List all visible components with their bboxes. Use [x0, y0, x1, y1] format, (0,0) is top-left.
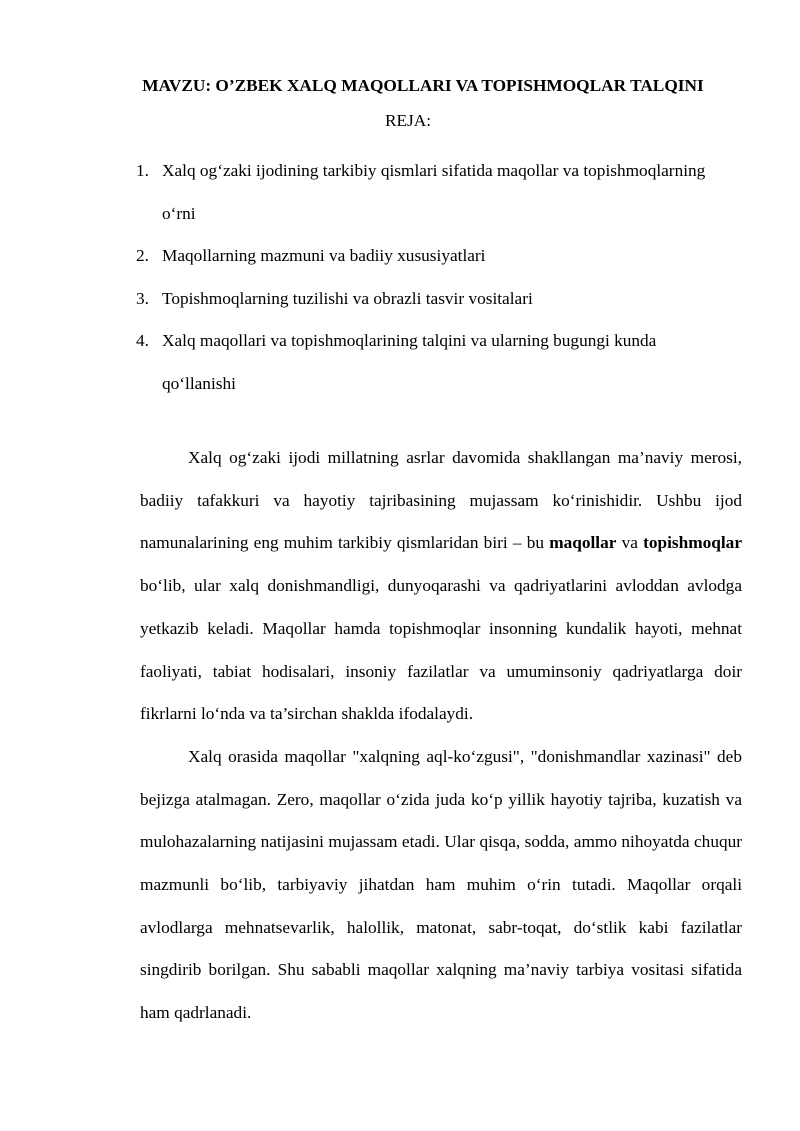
paragraph-intro — [140, 437, 742, 736]
plan-item-number: 3. — [136, 288, 149, 308]
plan-item-number: 4. — [136, 331, 149, 350]
plan-list — [136, 150, 706, 405]
plan-item-text: Maqollarning mazmuni va badiiy xususiyatlari — [162, 246, 486, 265]
plan-item-text: Xalq maqollari va topishmoqlarining talqini va ularning bugungi kunda qo‘llanishi — [162, 331, 657, 393]
paragraph-text: va — [616, 533, 644, 553]
paragraph-text: Xalq og‘zaki ijodi millatning asrlar davomida shakllangan ma’naviy merosi, badiiy tafakkuri va hayotiy tajribasining mujassam ko‘rinishidir. Ushbu ijod namunalarining eng muhim tarkibiy qismlaridan biri – bu — [140, 448, 742, 553]
plan-item-number: 2. — [136, 246, 149, 265]
plan-item — [136, 235, 706, 278]
plan-item-number: 1. — [136, 161, 149, 180]
body-text — [140, 437, 742, 1035]
plan-item — [136, 320, 706, 405]
bold-term-topishmoqlar: topishmoqlar — [643, 533, 742, 553]
paragraph-text: bo‘lib, ular xalq donishmandligi, dunyoqarashi va qadriyatlarini avloddan avlodga yetkazib keladi. Maqollar hamda topishmoqlar insonning kundalik hayoti, mehnat faoliyati, tabiat hodisalari, insoniy fazilatlar va umuminsoniy qadriyatlarga doir fikrlarni lo‘nda va ta’sirchan shaklda ifodalaydi. — [140, 576, 742, 724]
plan-item — [136, 278, 706, 321]
plan-item-text: Topishmoqlarning tuzilishi va obrazli tasvir vositalari — [162, 288, 533, 308]
document-title: MAVZU: O’ZBEK XALQ MAQOLLARI VA TOPISHMOQLAR TALQINI — [142, 76, 704, 95]
bold-term-maqollar: maqollar — [549, 533, 617, 553]
plan-item-text: Xalq og‘zaki ijodining tarkibiy qismlari sifatida maqollar va topishmoqlarning o‘rni — [162, 161, 706, 223]
plan-item — [136, 150, 706, 235]
plan-heading: REJA: — [384, 111, 432, 130]
paragraph-maqollar: Xalq orasida maqollar "xalqning aql-ko‘zgusi", "donishmandlar xazinasi" deb bejizga atalmagan. Zero, maqollar o‘zida juda ko‘p yillik hayotiy tajriba, kuzatish va mulohazalarning natijasini mujassam etadi. Ular qisqa, sodda, ammo nihoyatda chuqur mazmunli bo‘lib, tarbiyaviy jihatdan ham muhim o‘rin tutadi. Maqollar orqali avlodlarga mehnatsevarlik, halollik, matonat, sabr-toqat, do‘stlik kabi fazilatlar singdirib borilgan. Shu sababli maqollar xalqning ma’naviy tarbiya vositasi sifatida ham qadrlanadi. — [140, 746, 742, 1023]
